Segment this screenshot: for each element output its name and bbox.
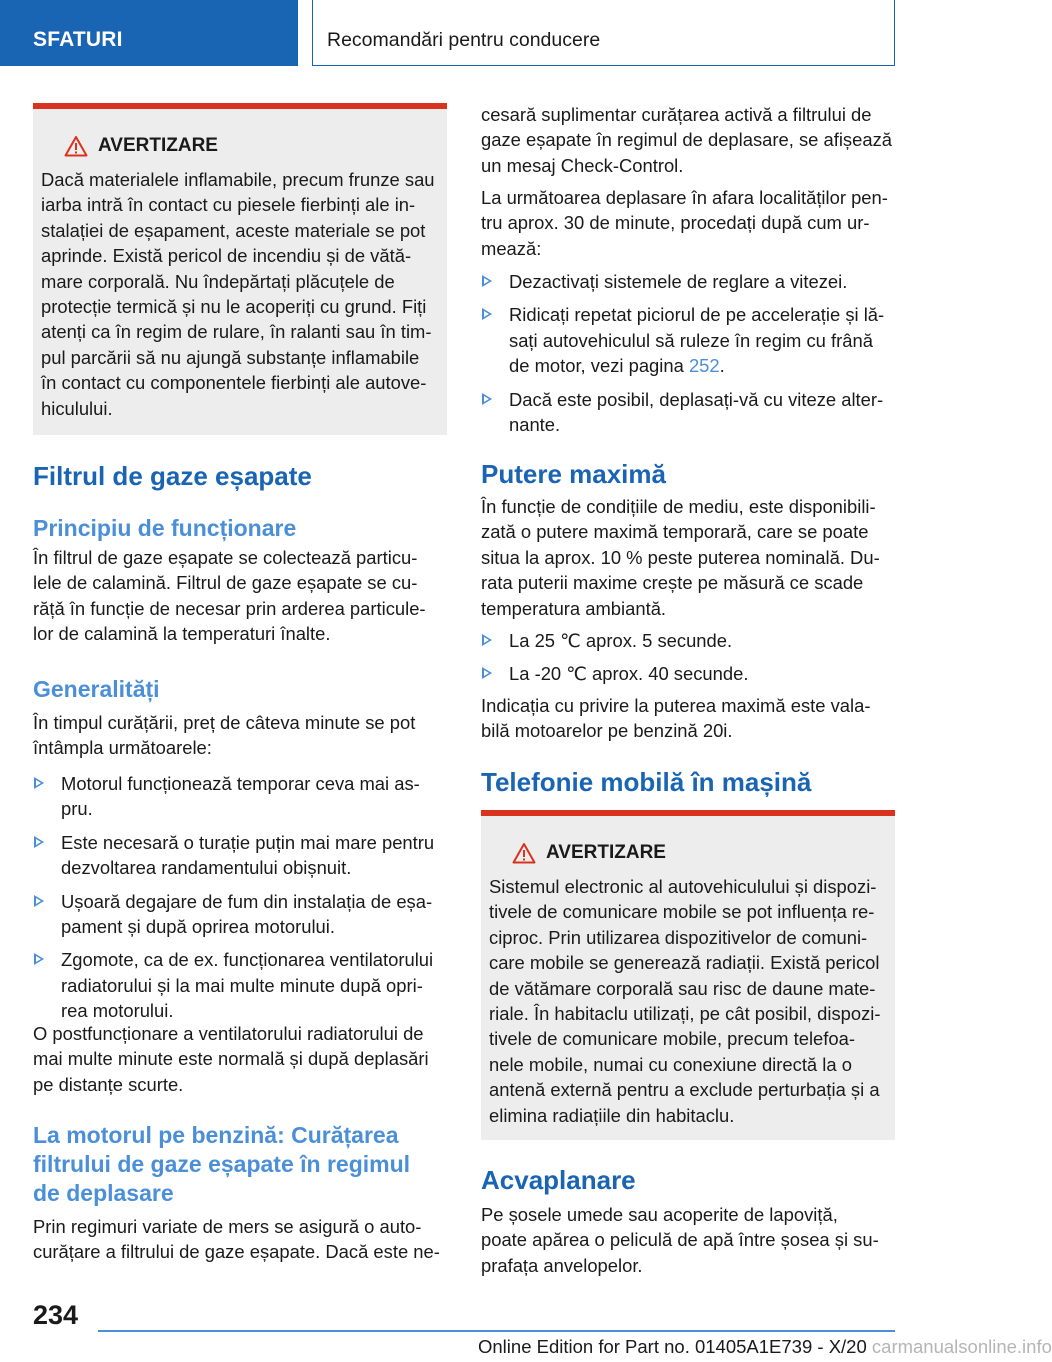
heading-exhaust-filter: Filtrul de gaze eșapate [33,461,312,491]
list-item: La 25 ℃ aprox. 5 secunde. [481,628,897,653]
list-item: Este necesară o turație puțin mai mare pentru dezvoltarea randamentului obișnuit. [33,830,449,881]
warning-box-phone [481,810,895,1140]
power-bullet-list [481,628,897,687]
warning-title: AVERTIZARE [546,842,666,863]
list-item: Motorul funcționează temporar ceva mai as‐ pru. [33,771,449,822]
petrol-text: Prin regimuri variate de mers se asigură o auto‐ curățare a filtrului de gaze eșapate. Dacă este ne‐ [33,1216,440,1263]
next-drive-text: La următoarea deplasare în afara localităților pen‐ tru aprox. 30 de minute, procedați după cum ur‐ mează: [481,187,888,259]
section-tab: SFATURI [0,0,298,66]
bullet-triangle-icon [482,275,492,287]
bullet-triangle-icon [482,308,492,320]
list-item: Dacă este posibil, deplasați-vă cu viteze alter‐ nante. [481,387,897,438]
bullet-triangle-icon [34,777,44,789]
power-text: În funcție de condițiile de mediu, este disponibili‐ zată o putere maximă temporară, care se poate situa la aprox. 10 % peste puterea nominală. Du‐ rata puterii maxime crește pe măsură ce scade temperatura ambiantă. [481,496,880,619]
power-note: Indicația cu privire la puterea maximă este vala‐ bilă motoarelor pe benzină 20i. [481,695,871,742]
bullet-triangle-icon [482,667,492,679]
general-bullet-list [33,771,449,1024]
list-item: Ușoară degajare de fum din instalația de eșa‐ pament și după oprirea motorului. [33,889,449,940]
general-outro: O postfuncționare a ventilatorului radiatorului de mai multe minute este normală și după deplasări pe distanțe scurte. [33,1023,429,1095]
page-reference-link[interactable]: 252 [688,355,720,377]
aquaplaning-text: Pe șosele umede sau acoperite de lapoviță, poate apărea o peliculă de apă între șosea și su‐ prafața anvelopelor. [481,1204,879,1276]
heading-aquaplaning: Acvaplanare [481,1165,636,1195]
heading-mobile-phone: Telefonie mobilă în mașină [481,767,812,797]
bullet-triangle-icon [482,393,492,405]
bullet-triangle-icon [34,895,44,907]
heading-max-power: Putere maximă [481,459,666,489]
page-header [0,0,960,66]
warning-triangle-icon [64,135,88,157]
bullet-triangle-icon [482,634,492,646]
footer-edition: Online Edition for Part no. 01405A1E739 - X/20 carmanualsonline.info [478,1336,1052,1357]
drive-bullet-list [481,269,897,437]
list-item: La -20 ℃ aprox. 40 secunde. [481,661,897,686]
bullet-triangle-icon [34,836,44,848]
warning-title: AVERTIZARE [98,135,218,156]
general-intro: În timpul curățării, preț de câteva minute se pot întâmpla următoarele: [33,712,416,759]
heading-principle: Principiu de funcționare [33,515,297,541]
footer-divider [98,1330,895,1332]
warning-triangle-icon [512,842,536,864]
principle-text: În filtrul de gaze eșapate se colectează particu‐ lele de calamină. Filtrul de gaze eșapate se cu‐ rățǎ în funcție de necesar prin arderea particule‐ lor de calamină la temperaturi înalte. [33,547,426,645]
page-number: 234 [33,1300,79,1330]
heading-general: Generalități [33,676,160,702]
chapter-title: Recomandări pentru conducere [312,0,895,66]
petrol-text-continued: cesară suplimentar curățarea activă a filtrului de gaze eșapate în regimul de deplasare, se afișează un mesaj Check-Control. [481,104,892,176]
list-item: Dezactivați sistemele de reglare a vitezei. [481,269,897,294]
heading-petrol-cleaning: La motorul pe benzină: Curățarea filtrului de gaze eșapate în regimul de deplasare [33,1122,411,1206]
warning-box-fire [33,103,447,435]
list-item: Ridicați repetat piciorul de pe accelerație și lă‐ sați autovehiculul să ruleze în regim cu frână de motor, vezi pagina 252. [481,302,897,378]
warning-text: Dacă materialele inflamabile, precum frunze sau iarba intră în contact cu piesele fierbinți ale in‐ stalației de eșapament, aceste materiale se pot aprinde. Există pericol de incendiu și de vătă‐ mare corporală. Nu îndepărtați plăcuțele de protecție termică și nu le acoperiți cu grund. Fiți atenți ca în regim de rulare, în ralanti sau în tim‐ pul parcării să nu ajungă substanțe inflamabile în contact cu componentele fierbinți ale autove‐ hiculului. [41,169,435,419]
warning-text: Sistemul electronic al autovehiculului și dispozi‐ tivele de comunicare mobile se pot influența re‐ ciproc. Prin utilizarea dispozitivelor de comuni‐ care mobile se generează radiații. Există pericol de vătămare corporală sau risc de daune mate‐ riale. În habitaclu utilizați, pe cât posibil, dispozi‐ tivele de comunicare mobile, precum telefoa‐ nele mobile, numai cu conexiune directă la o antenă externă pentru a exclude perturbația și a elimina radiațiile din habitaclu. [489,876,881,1126]
bullet-triangle-icon [34,953,44,965]
watermark: carmanualsonline.info [871,1336,1052,1357]
list-item: Zgomote, ca de ex. funcționarea ventilatorului radiatorului și la mai multe minute după opri‐ rea motorului. [33,947,449,1023]
